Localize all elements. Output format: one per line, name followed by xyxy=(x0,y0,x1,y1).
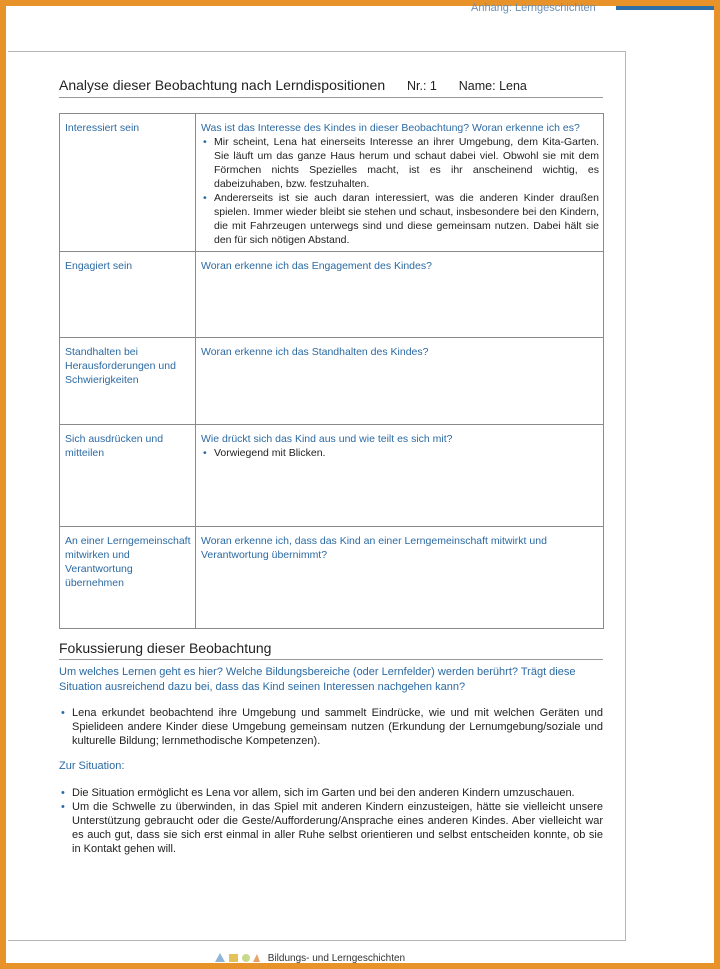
row-question: Was ist das Interesse des Kindes in dieser Beobachtung? Woran erkenne ich es? xyxy=(201,122,580,134)
row-content xyxy=(196,252,604,338)
table-row xyxy=(60,114,604,252)
row-question: Woran erkenne ich das Standhalten des Kindes? xyxy=(201,346,429,358)
row-content xyxy=(196,527,604,629)
row-content xyxy=(196,338,604,425)
list-item: • Andererseits ist sie auch daran interessiert, was die anderen Kinder draußen spielen. Immer wieder bleibt sie stehen und schaut, insbesondere bei den Kindern, die mit Fahrzeugen unterwegs sind und diese gemeinsam nutzen. Dabei hält sie den für sich nötigen Abstand. xyxy=(201,191,599,247)
list-item: • Um die Schwelle zu überwinden, in das Spiel mit anderen Kindern einzusteigen, hätte sie vielleicht unsere Unterstützung gebraucht oder die Geste/Aufforderung/Ansprache eines anderen Kindes. Aber vielleicht war es auch gut, dass sie sich erst einmal in aller Ruhe selbst orientieren und selbst entscheiden konnte, ob sie in Kontakt gehen will. xyxy=(59,800,603,856)
sheet-title xyxy=(59,77,603,98)
row-question: Wie drückt sich das Kind aus und wie teilt es sich mit? xyxy=(201,433,453,445)
row-label: Standhalten bei Herausforderungen und Schwierigkeiten xyxy=(60,338,196,425)
row-bullets xyxy=(201,446,599,460)
list-item: • Mir scheint, Lena hat einerseits Interesse an ihrer Umgebung, dem Kita-Garten. Sie läuft um das ganze Haus herum und schaut dabei viel. Obwohl sie mit dem Förmchen nichts Spezielles macht, ist es ihr anscheinend wichtig, es dabeizuhaben, bzw. festzuhalten. xyxy=(201,135,599,191)
table-row xyxy=(60,338,604,425)
row-label: Sich ausdrücken und mitteilen xyxy=(60,425,196,527)
running-head: Anhang: Lerngeschichten xyxy=(471,2,596,14)
focus-list-situation xyxy=(59,786,603,856)
list-item: • Vorwiegend mit Blicken. xyxy=(201,446,599,460)
row-label: Interessiert sein xyxy=(60,114,196,252)
focus-subheading: Zur Situation: xyxy=(59,760,125,772)
table-row xyxy=(60,252,604,338)
footer-logo-icon xyxy=(213,951,261,966)
sheet-name: Name: Lena xyxy=(458,79,527,93)
table-row xyxy=(60,425,604,527)
page xyxy=(6,2,714,965)
row-label: Engagiert sein xyxy=(60,252,196,338)
footer xyxy=(213,951,405,966)
row-label: An einer Lerngemeinschaft mitwirken und Verantwortung übernehmen xyxy=(60,527,196,629)
table-row xyxy=(60,527,604,629)
row-content xyxy=(196,425,604,527)
footer-text: Bildungs- und Lerngeschichten xyxy=(267,953,406,965)
row-bullets xyxy=(201,135,599,247)
sheet-title-text: Analyse dieser Beobachtung nach Lerndispositionen xyxy=(59,77,386,93)
row-question: Woran erkenne ich das Engagement des Kindes? xyxy=(201,260,432,272)
focus-list-learning xyxy=(59,706,603,748)
list-item: • Lena erkundet beobachtend ihre Umgebung und sammelt Eindrücke, wie und mit welchen Geräten und Spielideen andere Kinder diese Umgebung gemeinsam nutzen (Erkundung der Lernumgebung/soziale und kulturelle Bildung; lernmethodische Kompetenzen). xyxy=(59,706,603,748)
disposition-table xyxy=(59,113,604,629)
focus-title: Fokussierung dieser Beobachtung xyxy=(59,640,603,660)
running-head-bar xyxy=(616,6,714,10)
row-content xyxy=(196,114,604,252)
sheet-nr: Nr.: 1 xyxy=(407,79,437,93)
list-item: • Die Situation ermöglicht es Lena vor allem, sich im Garten und bei den anderen Kindern umzuschauen. xyxy=(59,786,603,800)
focus-question: Um welches Lernen geht es hier? Welche Bildungsbereiche (oder Lernfelder) werden berührt? Trägt diese Situation ausreichend dazu bei, dass das Kind seinen Interessen nachgehen kann? xyxy=(59,666,576,693)
row-question: Woran erkenne ich, dass das Kind an einer Lerngemeinschaft mitwirkt und Verantwortung übernimmt? xyxy=(201,535,547,561)
